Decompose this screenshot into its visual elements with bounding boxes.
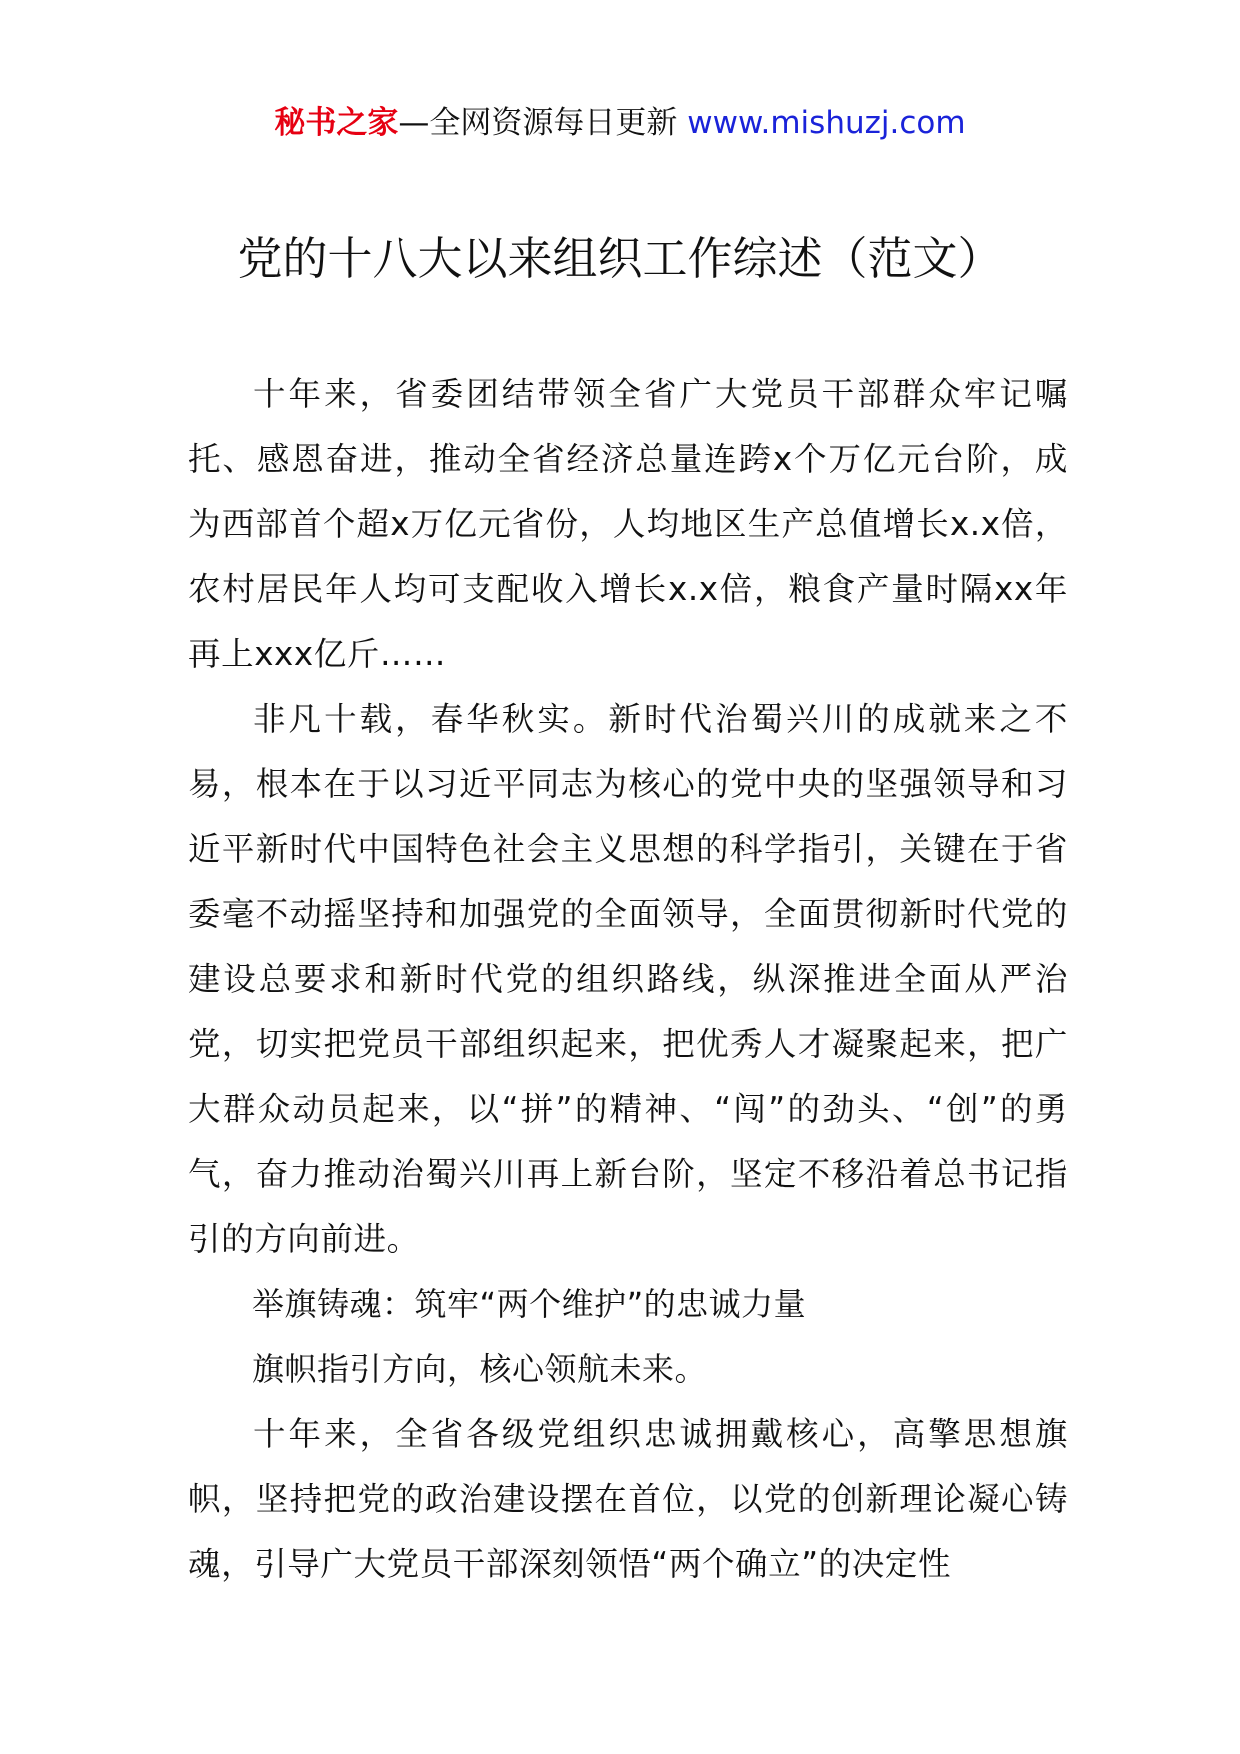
section-lead: 旗帜指引方向，核心领航未来。 [252, 1350, 708, 1388]
site-tagline: —全网资源每日更新 [398, 105, 678, 141]
brand-name: 秘书之家 [274, 105, 399, 141]
document-body [188, 362, 1068, 1597]
body-paragraph: 十年来，省委团结带领全省广大党员干部群众牢记嘱托、感恩奋进，推动全省经济总量连跨x个万亿元台阶，成为西部首个超x万亿元省份，人均地区生产总值增长x.x倍，农村居民年人均可支配收入增长x.x倍，粮食产量时隔xx年再上xxx亿斤…… [188, 375, 1068, 673]
site-header [0, 100, 1240, 146]
body-paragraph: 非凡十载，春华秋实。新时代治蜀兴川的成就来之不易，根本在于以习近平同志为核心的党中央的坚强领导和习近平新时代中国特色社会主义思想的科学指引，关键在于省委毫不动摇坚持和加强党的全面领导，全面贯彻新时代党的建设总要求和新时代党的组织路线，纵深推进全面从严治党，切实把党员干部组织起来，把优秀人才凝聚起来，把广大群众动员起来，以“拼”的精神、“闯”的劲头、“创”的勇气，奋力推动治蜀兴川再上新台阶，坚定不移沿着总书记指引的方向前进。 [188, 700, 1068, 1258]
document-title: 党的十八大以来组织工作综述（范文） [237, 232, 1003, 285]
site-url-link[interactable]: www.mishuzj.com [687, 105, 966, 141]
section-heading: 举旗铸魂：筑牢“两个维护”的忠诚力量 [252, 1285, 807, 1323]
body-paragraph: 十年来，全省各级党组织忠诚拥戴核心，高擎思想旗帜，坚持把党的政治建设摆在首位，以党的创新理论凝心铸魂，引导广大党员干部深刻领悟“两个确立”的决定性 [188, 1415, 1068, 1583]
